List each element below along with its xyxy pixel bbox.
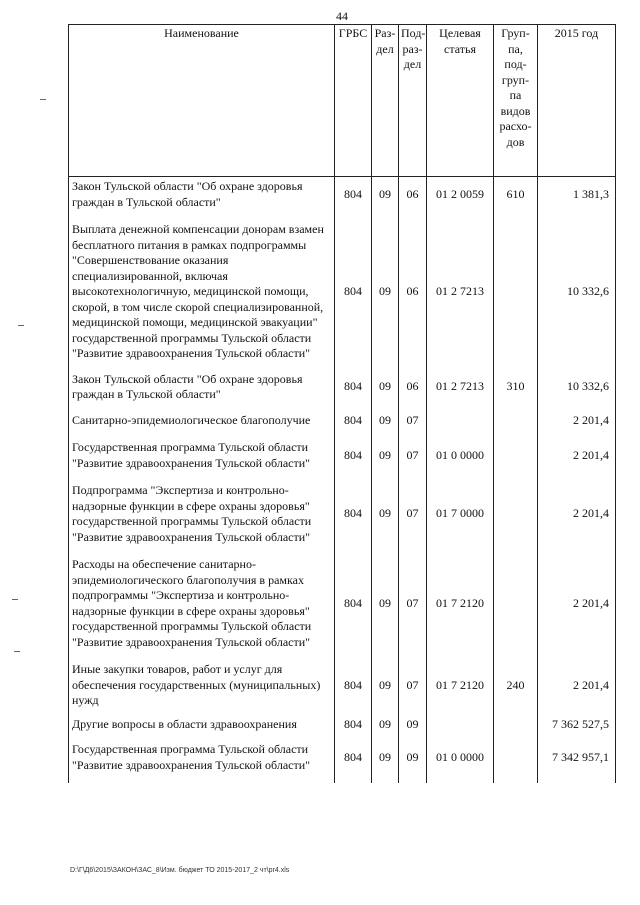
row-target-article: 01 2 7213	[427, 220, 494, 370]
row-amount: 10 332,6	[538, 220, 616, 370]
row-name: Иные закупки товаров, работ и услуг для обеспечения государственных (муниципальных) нужд	[69, 660, 335, 715]
row-expense-group: 240	[494, 660, 538, 715]
table-row	[69, 370, 616, 411]
row-name: Государственная программа Тульской области "Развитие здравоохранения Тульской области"	[69, 438, 335, 481]
table-row	[69, 438, 616, 481]
table-row	[69, 555, 616, 660]
row-amount: 2 201,4	[538, 660, 616, 715]
row-expense-group: 610	[494, 177, 538, 221]
row-grbs: 804	[335, 715, 372, 741]
table-row	[69, 177, 616, 221]
row-razdel: 09	[372, 411, 399, 439]
row-amount: 2 201,4	[538, 481, 616, 555]
row-name: Санитарно-эпидемиологическое благополучие	[69, 411, 335, 439]
row-amount: 2 201,4	[538, 438, 616, 481]
row-podrazdel: 09	[399, 740, 427, 783]
scan-mark	[40, 99, 46, 100]
row-podrazdel: 06	[399, 220, 427, 370]
row-grbs: 804	[335, 220, 372, 370]
header-razdel: Раз- дел	[372, 25, 399, 177]
row-podrazdel: 07	[399, 438, 427, 481]
row-grbs: 804	[335, 370, 372, 411]
row-podrazdel: 06	[399, 177, 427, 221]
row-amount: 7 362 527,5	[538, 715, 616, 741]
row-expense-group: 310	[494, 370, 538, 411]
row-target-article: 01 0 0000	[427, 438, 494, 481]
row-grbs: 804	[335, 411, 372, 439]
row-expense-group	[494, 555, 538, 660]
row-target-article: 01 7 2120	[427, 555, 494, 660]
row-razdel: 09	[372, 481, 399, 555]
table-row	[69, 481, 616, 555]
row-grbs: 804	[335, 438, 372, 481]
row-grbs: 804	[335, 481, 372, 555]
row-target-article	[427, 715, 494, 741]
row-expense-group	[494, 411, 538, 439]
table-row	[69, 411, 616, 439]
row-podrazdel: 07	[399, 555, 427, 660]
table-row	[69, 740, 616, 783]
scan-mark	[14, 651, 20, 652]
row-podrazdel: 06	[399, 370, 427, 411]
header-grbs: ГРБС	[335, 25, 372, 177]
row-target-article	[427, 411, 494, 439]
table-row	[69, 660, 616, 715]
row-target-article: 01 0 0000	[427, 740, 494, 783]
row-expense-group	[494, 438, 538, 481]
row-expense-group	[494, 220, 538, 370]
row-expense-group	[494, 481, 538, 555]
row-razdel: 09	[372, 370, 399, 411]
row-name: Другие вопросы в области здравоохранения	[69, 715, 335, 741]
header-podrazdel: Под- раз- дел	[399, 25, 427, 177]
page-number: 44	[336, 9, 348, 23]
row-name: Закон Тульской области "Об охране здоровья граждан в Тульской области"	[69, 177, 335, 221]
header-expense-group: Груп- па, под- груп- па видов расхо- дов	[494, 25, 538, 177]
row-grbs: 804	[335, 177, 372, 221]
row-expense-group	[494, 740, 538, 783]
row-amount: 2 201,4	[538, 411, 616, 439]
row-podrazdel: 07	[399, 481, 427, 555]
table-header-row	[69, 25, 616, 177]
row-amount: 2 201,4	[538, 555, 616, 660]
row-grbs: 804	[335, 660, 372, 715]
header-year-2015: 2015 год	[538, 25, 616, 177]
header-target-article: Целевая статья	[427, 25, 494, 177]
row-amount: 1 381,3	[538, 177, 616, 221]
table-row	[69, 220, 616, 370]
budget-table-container	[68, 24, 615, 783]
table-body	[69, 177, 616, 784]
file-path-footer: D:\Г\Д6\2015\ЗАКОН\ЗАС_8\Изм. бюджет ТО 2015-2017_2 чт\pr4.xls	[70, 867, 290, 874]
header-name: Наименование	[69, 25, 335, 177]
row-podrazdel: 09	[399, 715, 427, 741]
row-razdel: 09	[372, 740, 399, 783]
row-razdel: 09	[372, 715, 399, 741]
row-razdel: 09	[372, 555, 399, 660]
row-razdel: 09	[372, 438, 399, 481]
row-target-article: 01 7 0000	[427, 481, 494, 555]
row-name: Государственная программа Тульской области "Развитие здравоохранения Тульской области"	[69, 740, 335, 783]
row-razdel: 09	[372, 660, 399, 715]
row-amount: 10 332,6	[538, 370, 616, 411]
row-target-article: 01 2 7213	[427, 370, 494, 411]
row-grbs: 804	[335, 740, 372, 783]
row-grbs: 804	[335, 555, 372, 660]
row-podrazdel: 07	[399, 411, 427, 439]
row-expense-group	[494, 715, 538, 741]
row-name: Подпрограмма "Экспертиза и контрольно-надзорные функции в сфере охраны здоровья" государственной программы Тульской области "Развитие здравоохранения Тульской области"	[69, 481, 335, 555]
row-name: Выплата денежной компенсации донорам взамен бесплатного питания в рамках подпрограммы "Совершенствование оказания специализированной, включая высокотехнологичную, медицинской помощи, скорой, в том числе скорой специализированной, медицинской помощи, медицинской эвакуации" государственной программы Тульской области "Развитие здравоохранения Тульской области"	[69, 220, 335, 370]
scan-mark	[18, 325, 24, 326]
row-podrazdel: 07	[399, 660, 427, 715]
table-row	[69, 715, 616, 741]
row-target-article: 01 7 2120	[427, 660, 494, 715]
row-amount: 7 342 957,1	[538, 740, 616, 783]
row-name: Закон Тульской области "Об охране здоровья граждан в Тульской области"	[69, 370, 335, 411]
row-target-article: 01 2 0059	[427, 177, 494, 221]
row-razdel: 09	[372, 220, 399, 370]
row-razdel: 09	[372, 177, 399, 221]
row-name: Расходы на обеспечение санитарно-эпидемиологического благополучия в рамках подпрограммы "Экспертиза и контрольно-надзорные функции в сфере охраны здоровья" государственной программы Тульской области "Развитие здравоохранения Тульской области"	[69, 555, 335, 660]
budget-table	[68, 24, 616, 783]
scan-mark	[12, 599, 18, 600]
